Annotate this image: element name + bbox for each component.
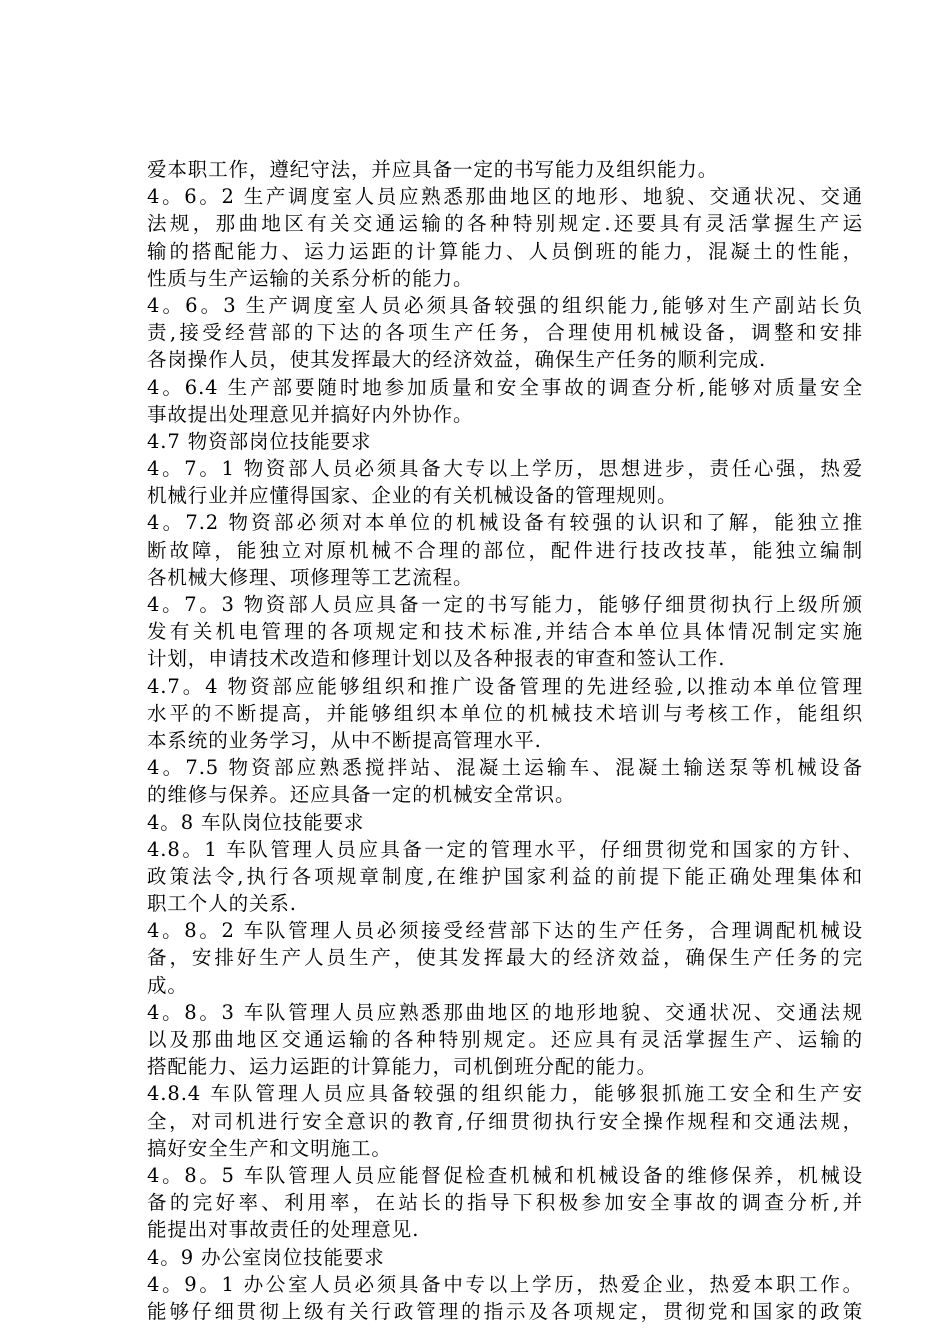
text-line: 4。7.2 物资部必须对本单位的机械设备有较强的认识和了解，能独立推 [147, 511, 863, 535]
text-line: 能够仔细贯彻上级有关行政管理的指示及各项规定，贯彻党和国家的政策 [147, 1299, 863, 1323]
text-line: 4。9。1 办公室人员必须具备中专以上学历，热爱企业，热爱本职工作。 [147, 1272, 863, 1296]
text-line: 备，安排好生产人员生产，使其发挥最大的经济效益，确保生产任务的完 [147, 946, 863, 970]
text-line: 4。8 车队岗位技能要求 [147, 810, 365, 834]
text-line: 全，对司机进行安全意识的教育,仔细贯彻执行安全操作规程和交通法规， [147, 1109, 863, 1133]
text-line: 各岗操作人员，使其发挥最大的经济效益，确保生产任务的顺利完成. [147, 348, 767, 372]
text-line: 备的完好率、利用率，在站长的指导下积极参加安全事故的调查分析,并 [147, 1191, 863, 1215]
text-line: 4。6。3 生产调度室人员必须具备较强的组织能力,能够对生产副站长负 [147, 293, 863, 317]
text-line: 职工个人的关系. [147, 892, 297, 916]
text-line: 4.7 物资部岗位技能要求 [147, 429, 372, 453]
text-line: 性质与生产运输的关系分析的能力。 [147, 266, 474, 290]
text-line: 4。8。2 车队管理人员必须接受经营部下达的生产任务，合理调配机械设 [147, 919, 863, 943]
text-line: 4。6.4 生产部要随时地参加质量和安全事故的调查分析,能够对质量安全 [147, 375, 863, 399]
text-line: 4。9 办公室岗位技能要求 [147, 1245, 385, 1269]
text-line: 4.7。4 物资部应能够组织和推广设备管理的先进经验,以推动本单位管理 [147, 674, 863, 698]
text-line: 搭配能力、运力运距的计算能力，司机倒班分配的能力。 [147, 1055, 658, 1079]
text-line: 本系统的业务学习，从中不断提高管理水平. [147, 728, 542, 752]
text-line: 搞好安全生产和文明施工。 [147, 1136, 392, 1160]
text-line: 爱本职工作，遵纪守法，并应具备一定的书写能力及组织能力。 [147, 158, 719, 181]
document-body [147, 156, 863, 1325]
text-line: 责,接受经营部的下达的各项生产任务，合理使用机械设备，调整和安排 [147, 321, 863, 345]
text-line: 断故障，能独立对原机械不合理的部位，配件进行技改技革，能独立编制 [147, 538, 863, 562]
text-line: 水平的不断提高，并能够组织本单位的机械技术培训与考核工作，能组织 [147, 701, 863, 725]
text-line: 4。8。3 车队管理人员应熟悉那曲地区的地形地貌、交通状况、交通法规 [147, 1000, 863, 1024]
text-line: 事故提出处理意见并搞好内外协作。 [147, 402, 474, 426]
text-line: 计划，申请技术改造和修理计划以及各种报表的审查和签认工作. [147, 647, 726, 671]
text-line: 4。7。1 物资部人员必须具备大专以上学历，思想进步，责任心强，热爱 [147, 457, 863, 481]
text-line: 4。7.5 物资部应熟悉搅拌站、混凝土运输车、混凝土输送泵等机械设备 [147, 756, 863, 780]
text-line: 4.8。1 车队管理人员应具备一定的管理水平，仔细贯彻党和国家的方针、 [147, 837, 863, 861]
text-line: 机械行业并应懂得国家、企业的有关机械设备的管理规则。 [147, 484, 678, 508]
text-line: 4。7。3 物资部人员应具备一定的书写能力，能够仔细贯彻执行上级所颁 [147, 593, 863, 616]
text-line: 的维修与保养。还应具备一定的机械安全常识。 [147, 783, 576, 807]
text-line: 法规，那曲地区有关交通运输的各种特别规定.还要具有灵活掌握生产运 [147, 212, 863, 236]
text-line: 4。6。2 生产调度室人员应熟悉那曲地区的地形、地貌、交通状况、交通 [147, 185, 863, 209]
text-line: 发有关机电管理的各项规定和技术标准,并结合本单位具体情况制定实施 [147, 620, 863, 644]
text-line: 以及那曲地区交通运输的各种特别规定。还应具有灵活掌握生产、运输的 [147, 1028, 863, 1051]
text-line: 各机械大修理、项修理等工艺流程。 [147, 565, 474, 589]
text-line: 成。 [147, 973, 188, 997]
text-line: 政策法令,执行各项规章制度,在维护国家利益的前提下能正确处理集体和 [147, 864, 863, 888]
text-line: 能提出对事故责任的处理意见. [147, 1218, 420, 1242]
text-line: 4。8。5 车队管理人员应能督促检查机械和机械设备的维修保养，机械设 [147, 1163, 863, 1187]
text-line: 输的搭配能力、运力运距的计算能力、人员倒班的能力，混凝土的性能， [147, 239, 863, 263]
text-line: 4.8.4 车队管理人员应具备较强的组织能力，能够狠抓施工安全和生产安 [147, 1082, 863, 1106]
